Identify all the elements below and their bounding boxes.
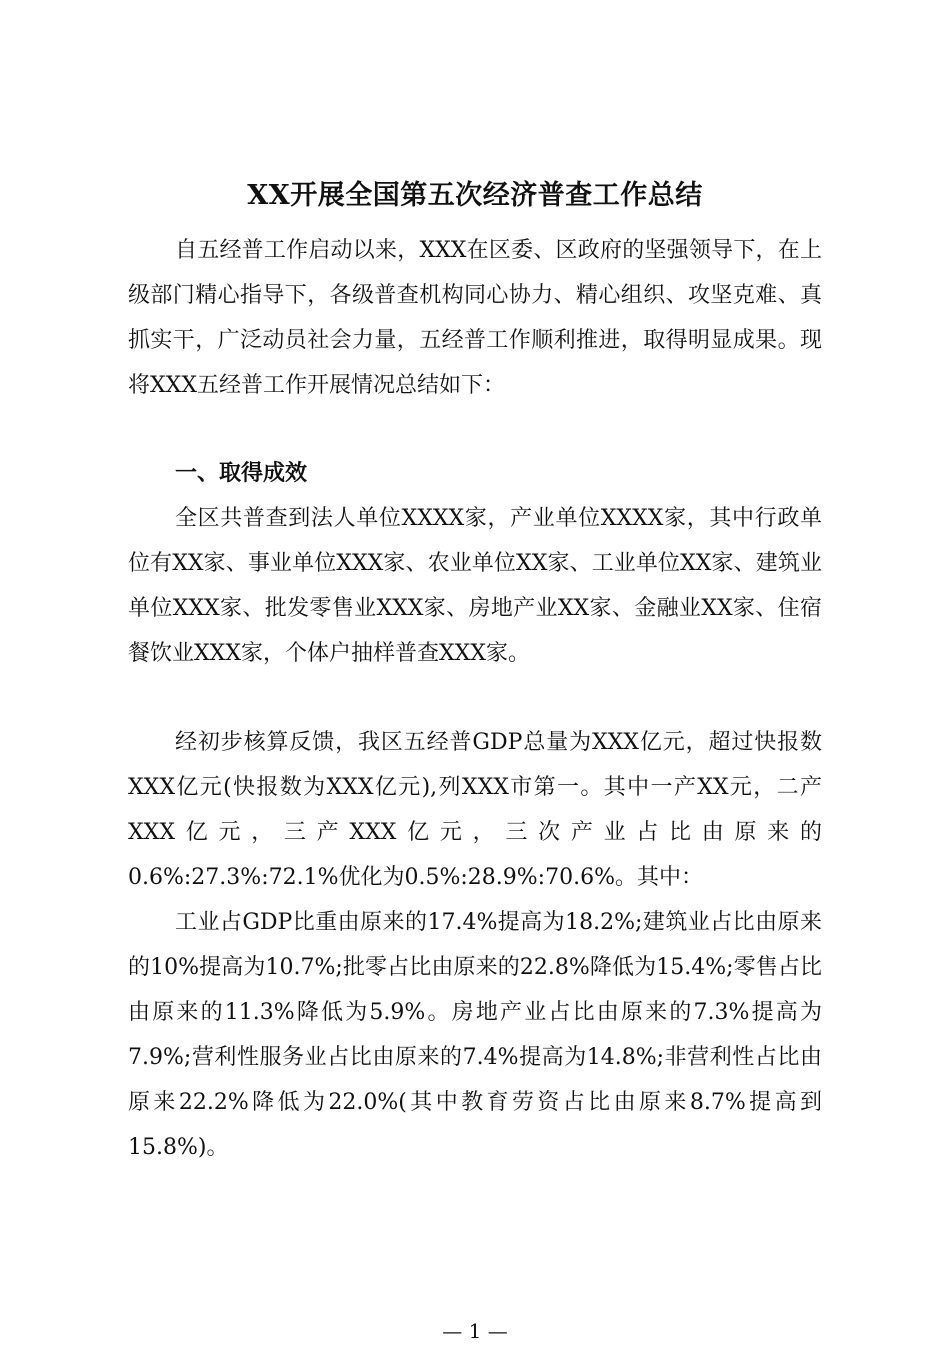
intro-paragraph: 自五经普工作启动以来，XXX在区委、区政府的坚强领导下，在上级部门精心指导下，各级普查机构同心协力、精心组织、攻坚克难、真抓实干，广泛动员社会力量，五经普工作顺利推进，取得明显成果。现将XXX五经普工作开展情况总结如下： <box>128 238 822 398</box>
paragraph-industry-share: 工业占GDP比重由原来的17.4%提高为18.2%;建筑业占比由原来的10%提高为10.7%;批零占比由原来的22.8%降低为15.4%;零售占比由原来的11.3%降低为5.9%。房地产业占比由原来的7.3%提高为7.9%;营利性服务业占比由原来的7.4%提高为14.8%;非营利性占比由原来22.2%降低为22.0%(其中教育劳资占比由原来8.7%提高到15.8%)。 <box>128 910 822 1160</box>
section-heading: 一、取得成效 <box>175 460 308 486</box>
document-title: XX开展全国第五次经济普查工作总结 <box>247 180 703 211</box>
paragraph-units: 全区共普查到法人单位XXXX家，产业单位XXXX家，其中行政单位有XX家、事业单位XXX家、农业单位XX家、工业单位XX家、建筑业单位XXX家、批发零售业XXX家、房地产业XX家、金融业XX家、住宿餐饮业XXX家，个体户抽样普查XXX家。 <box>128 506 822 666</box>
paragraph-gdp: 经初步核算反馈，我区五经普GDP总量为XXX亿元，超过快报数XXX亿元(快报数为XXX亿元),列XXX市第一。其中一产XX元，二产XXX亿元，三产XXX亿元，三次产业占比由原来的0.6%:27.3%:72.1%优化为0.5%:28.9%:70.6%。其中： <box>128 730 822 890</box>
page-number: — 1 — <box>442 1319 508 1343</box>
